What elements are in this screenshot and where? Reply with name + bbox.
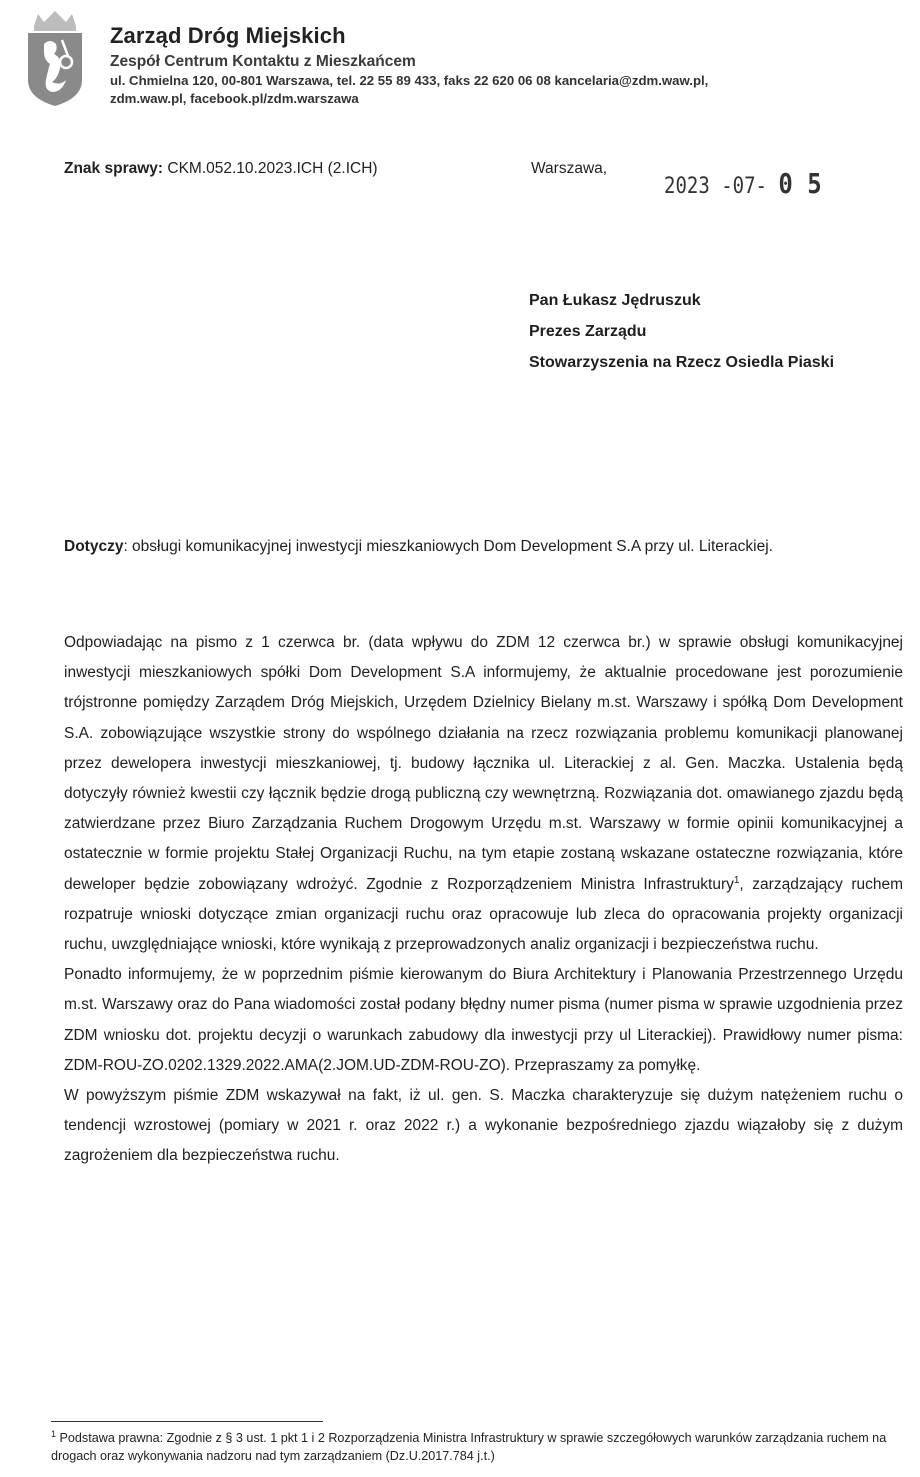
footnote-text: Podstawa prawna: Zgodnie z § 3 ust. 1 pkt 1 i 2 Rozporządzenia Ministra Infrastruktury w sprawie szczegółowych warunków zarządzania ruchem na drogach oraz wykonywania nadzoru nad tym zarządzaniem (Dz.U.2017.784 j.t.) <box>51 1431 887 1463</box>
letterhead <box>110 22 900 108</box>
organization-unit: Zespół Centrum Kontaktu z Mieszkańcem <box>110 53 416 70</box>
date-stamp-year-month: 2023 -07- <box>664 173 767 199</box>
organization-name: Zarząd Dróg Miejskich <box>110 23 346 48</box>
organization-address-line1: ul. Chmielna 120, 00-801 Warszawa, tel. 22 55 89 433, faks 22 620 06 08 kancelaria@zdm.waw.pl, <box>110 73 709 88</box>
footnote-divider <box>51 1421 323 1422</box>
recipient-title: Prezes Zarządu <box>529 323 647 340</box>
case-reference <box>64 160 378 178</box>
body-paragraph-1-part-a: Odpowiadając na pismo z 1 czerwca br. (data wpływu do ZDM 12 czerwca br.) w sprawie obsługi komunikacyjnej inwestycji mieszkaniowych spółki Dom Development S.A informujemy, że aktualnie procedowane jest porozumienie trójstronne pomiędzy Zarządem Dróg Miejskich, Urzędem Dzielnicy Bielany m.st. Warszawy i spółką Dom Development S.A. zobowiązujące wszystkie strony do wspólnego działania na rzecz rozwiązania problemu komunikacji planowanej przez dewelopera inwestycji mieszkaniowej, tj. budowy łącznika ul. Literackiej z al. Gen. Maczka. Ustalenia będą dotyczyły również kwestii czy łącznik będzie drogą publiczną czy wewnętrzną. Rozwiązania dot. omawianego zjazdu będą zatwierdzane przez Biuro Zarządzania Ruchem Drogowym Urzędu m.st. Warszawy w formie opinii komunikacyjnej a ostatecznie w formie projektu Stałej Organizacji Ruchu, na tym etapie zostaną wskazane ostateczne rozwiązania, które deweloper będzie zobowiązany wdrożyć. Zgodnie z Rozporządzeniem Ministra Infrastruktury <box>64 634 903 893</box>
footnote-reference: 1 <box>733 874 740 886</box>
subject-line <box>64 538 906 556</box>
warsaw-mermaid-crest-icon <box>22 8 88 108</box>
organization-address-line2: zdm.waw.pl, facebook.pl/zdm.warszawa <box>110 91 359 106</box>
body-paragraph-2: Ponadto informujemy, że w poprzednim piśmie kierowanym do Biura Architektury i Planowania Przestrzennego Urzędu m.st. Warszawy oraz do Pana wiadomości został podany błędny numer pisma (numer pisma w sprawie uzgodnienia przez ZDM wniosku dot. projektu decyzji o warunkach zabudowy dla inwestycji przy ul Literackiej). Prawidłowy numer pisma: ZDM-ROU-ZO.0202.1329.2022.AMA(2.JOM.UD-ZDM-ROU-ZO). Przepraszamy za pomyłkę. <box>64 966 903 1074</box>
body-paragraph-1-part-b: , zarządzający ruchem rozpatruje wnioski dotyczące zmian organizacji ruchu oraz opracowuje lub zleca do opracowania projekty organizacji ruchu, uwzględniające wnioski, które wynikają z przeprowadzonych analiz organizacji i bezpieczeństwa ruchu. <box>64 875 903 954</box>
footnote <box>51 1429 903 1465</box>
case-reference-label: Znak sprawy: <box>64 160 164 177</box>
recipient-name: Pan Łukasz Jędruszuk <box>529 292 701 309</box>
body-paragraph-1 <box>64 628 903 960</box>
place-of-issue: Warszawa, <box>531 160 608 177</box>
case-reference-value: CKM.052.10.2023.ICH (2.ICH) <box>167 160 378 177</box>
body-paragraph-3: W powyższym piśmie ZDM wskazywał na fakt, iż ul. gen. S. Maczka charakteryzuje się dużym natężeniem ruchu o tendencji wzrostowej (pomiary w 2021 r. oraz 2022 r.) a wykonanie bezpośredniego zjazdu wiązałoby się z dużym zagrożeniem dla bezpieczeństwa ruchu. <box>64 1087 903 1165</box>
recipient-block <box>529 285 834 378</box>
letter-body <box>64 628 903 1172</box>
recipient-organization: Stowarzyszenia na Rzecz Osiedla Piaski <box>529 354 835 371</box>
date-stamp-day: 0 5 <box>778 167 822 201</box>
subject-text: : obsługi komunikacyjnej inwestycji mieszkaniowych Dom Development S.A przy ul. Literackiej. <box>123 538 773 555</box>
footnote-mark: 1 <box>51 1428 57 1439</box>
date-stamp <box>664 168 822 200</box>
subject-label: Dotyczy <box>64 538 124 555</box>
